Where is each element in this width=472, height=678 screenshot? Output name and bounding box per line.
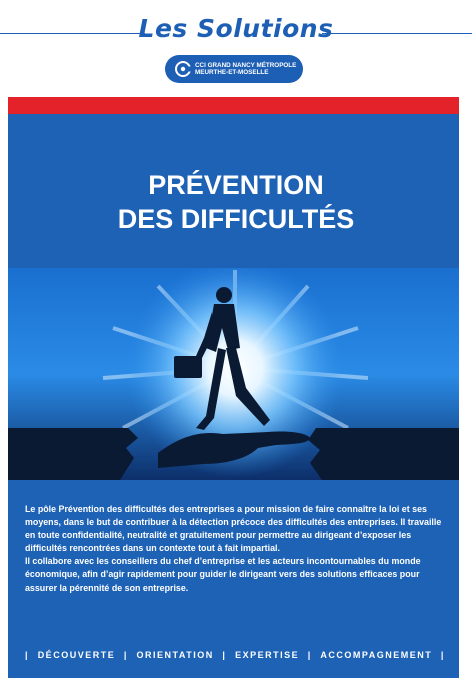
cci-badge-line2: MEURTHE-ET-MOSELLE: [195, 69, 269, 76]
footer-item-accompagnement: ACCOMPAGNEMENT: [320, 650, 433, 660]
cci-badge: [165, 55, 303, 83]
footer-item-orientation: ORIENTATION: [136, 650, 214, 660]
footer-separator: |: [25, 650, 30, 660]
footer-separator: |: [222, 650, 227, 660]
footer-item-expertise: EXPERTISE: [235, 650, 300, 660]
footer-separator: |: [123, 650, 128, 660]
cci-badge-text: [195, 62, 296, 77]
cci-badge-line1: GRAND NANCY MÉTROPOLE: [207, 61, 297, 69]
footer-nav: [25, 650, 445, 660]
right-cliff: [308, 428, 459, 480]
footer-item-decouverte: DÉCOUVERTE: [37, 650, 116, 660]
footer-separator: |: [440, 650, 445, 660]
page-title-line2: DES DIFFICULTÉS: [117, 204, 355, 234]
header-title: Les Solutions: [138, 14, 334, 43]
cci-logo-text: CCI: [195, 61, 206, 69]
page-title: [0, 168, 472, 236]
page-title-line1: PRÉVENTION: [148, 170, 324, 200]
red-band: [8, 97, 459, 114]
footer-separator: |: [307, 650, 312, 660]
body-paragraph-2: Il collabore avec les conseillers du chef d’entreprise et les acteurs incontournables du monde économique, afin d’agir rapidement pour guider le dirigeant vers des solutions efficaces pour assurer la pérennité de son entreprise.: [25, 556, 421, 593]
businessman-walking-on-hand-image: [8, 268, 459, 480]
body-paragraph-1: Le pôle Prévention des difficultés des entreprises a pour mission de faire connaître la loi et ses moyens, dans le but de contribuer à la détection précoce des difficultés des entreprises. Il travaille en toute confidentialité, neutralité et gratuitement pour permettre au dirigeant d’exposer les difficultés rencontrées dans un contexte tout à fait impartial.: [25, 504, 442, 554]
left-cliff: [8, 428, 138, 480]
cci-logo-icon: [175, 61, 191, 77]
body-text: [25, 503, 445, 595]
